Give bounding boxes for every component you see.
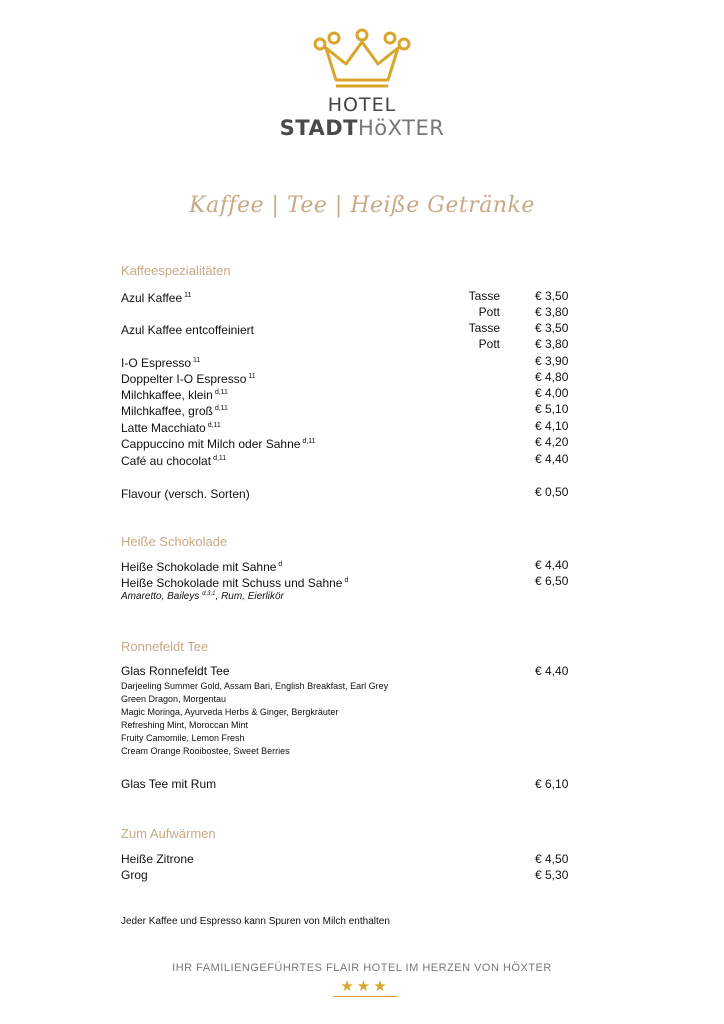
menu-item: Heiße Zitrone € 4,50 xyxy=(121,852,569,866)
menu-item: Glas Tee mit Rum € 6,10 xyxy=(121,777,569,791)
menu-item: Heiße Schokolade mit Sahne $^d$ € 4,40 xyxy=(121,558,569,574)
menu-item xyxy=(121,484,571,500)
item-price: € 5,10 xyxy=(535,402,569,416)
item-price: € 4,20 xyxy=(535,435,569,449)
item-size: Pott xyxy=(478,337,500,351)
item-price: € 3,80 xyxy=(535,337,569,351)
item-name: Milchkaffee, klein $^{d,11}$ xyxy=(121,388,228,402)
menu-item xyxy=(121,434,571,450)
item-price: € 3,50 xyxy=(535,321,569,335)
item-price: € 4,80 xyxy=(535,370,569,384)
menu-title: Kaffee | Tee | Heiße Getränke xyxy=(189,193,535,218)
menu-item xyxy=(121,418,571,434)
section-title-schokolade: Heiße Schokolade xyxy=(121,534,228,549)
hotel-logo xyxy=(0,28,724,140)
menu-item xyxy=(121,369,571,385)
item-price: € 4,40 xyxy=(535,452,569,466)
footer-tagline: IHR FAMILIENGEFÜHRTES FLAIR HOTEL IM HERZEN VON HÖXTER xyxy=(172,962,552,974)
item-name: Flavour (versch. Sorten) xyxy=(121,487,250,501)
schokolade-extras: Amaretto, Baileys $^{d,3,1}$, Rum, Eierlikör xyxy=(121,591,284,602)
item-name: I-O Espresso $^{11}$ xyxy=(121,356,201,370)
menu-item xyxy=(121,385,571,401)
menu-item xyxy=(121,401,571,417)
logo-city-text: STADTHöXTER xyxy=(279,116,445,140)
item-price: € 4,10 xyxy=(535,419,569,433)
item-price: € 4,00 xyxy=(535,386,569,400)
item-name: Café au chocolat $^{d,11}$ xyxy=(121,454,227,468)
item-name: Doppelter I-O Espresso $^{11}$ xyxy=(121,372,256,386)
tea-variety: Refreshing Mint, Moroccan Mint xyxy=(121,720,249,730)
menu-item xyxy=(121,451,571,467)
tea-variety: Cream Orange Rooibostee, Sweet Berries xyxy=(121,746,290,756)
tea-variety: Magic Moringa, Ayurveda Herbs & Ginger, Bergkräuter xyxy=(121,707,339,717)
section-title-kaffee: Kaffeespezialitäten xyxy=(121,263,231,278)
menu-item xyxy=(121,288,571,304)
allergen-note: Jeder Kaffee und Espresso kann Spuren von Milch enthalten xyxy=(121,916,390,927)
menu-item xyxy=(121,304,571,320)
item-size: Tasse xyxy=(468,289,500,303)
section-title-tee: Ronnefeldt Tee xyxy=(121,639,209,654)
item-name: Azul Kaffee $^{11}$ xyxy=(121,291,192,305)
item-size: Pott xyxy=(478,305,500,319)
item-name xyxy=(121,336,123,354)
tea-variety: Fruity Camomile, Lemon Fresh xyxy=(121,733,245,743)
crown-icon xyxy=(312,28,412,92)
item-name: Milchkaffee, groß $^{d,11}$ xyxy=(121,404,228,418)
tea-variety: Green Dragon, Morgentau xyxy=(121,694,227,704)
item-price: € 3,50 xyxy=(535,289,569,303)
star-rating-icon: ★★★ xyxy=(333,979,397,997)
tea-variety: Darjeeling Summer Gold, Assam Bari, English Breakfast, Earl Grey xyxy=(121,681,389,691)
menu-item xyxy=(121,336,571,352)
item-name: Cappuccino mit Milch oder Sahne $^{d,11}$ xyxy=(121,437,316,451)
menu-item: Heiße Schokolade mit Schuss und Sahne $^d$ € 6,50 xyxy=(121,574,569,590)
menu-item: Grog € 5,30 xyxy=(121,868,569,882)
item-price: € 3,90 xyxy=(535,354,569,368)
item-size: Tasse xyxy=(468,321,500,335)
menu-item xyxy=(121,353,571,369)
logo-hotel-text: HOTEL xyxy=(327,94,397,116)
item-name: Latte Macchiato $^{d,11}$ xyxy=(121,421,221,435)
menu-item: Glas Ronnefeldt Tee € 4,40 xyxy=(121,664,569,678)
section-title-aufwaermen: Zum Aufwärmen xyxy=(121,826,216,841)
item-price: € 3,80 xyxy=(535,305,569,319)
item-name: Azul Kaffee entcoffeiniert xyxy=(121,323,254,337)
item-price: € 0,50 xyxy=(535,485,569,499)
menu-item xyxy=(121,320,571,336)
